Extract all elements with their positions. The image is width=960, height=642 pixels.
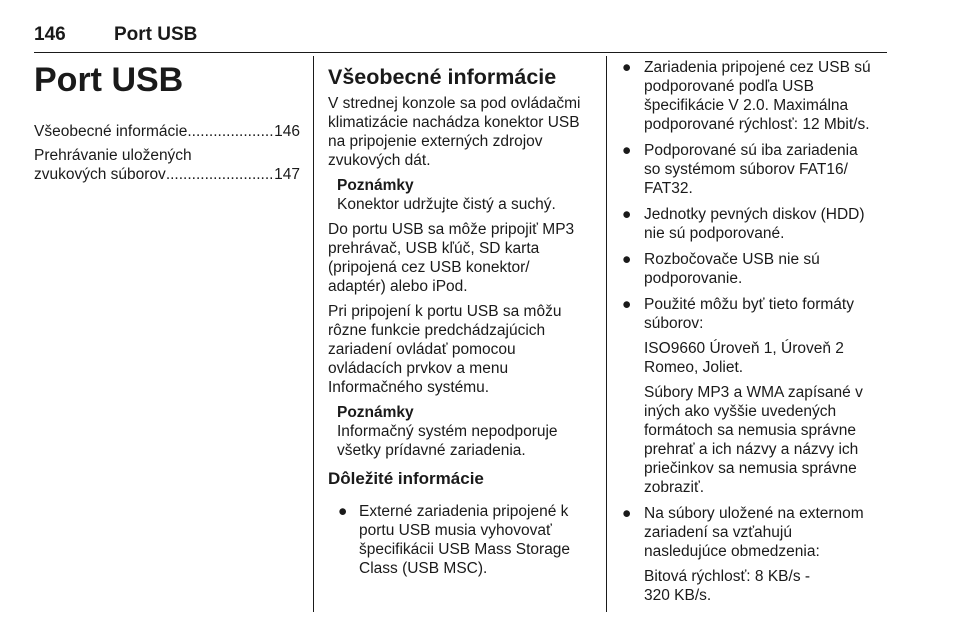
page-header [34, 24, 887, 53]
text-line: ISO9660 Úroveň 1, Úroveň 2 [644, 340, 844, 357]
text-line: Informačného systému. [328, 379, 490, 396]
text-line: Zariadenia pripojené cez USB sú [644, 59, 871, 76]
text-line: Podporované sú iba zariadenia [644, 142, 858, 159]
text-line: (pripojená cez USB konektor/ [328, 259, 530, 276]
header-title: Port USB [114, 24, 198, 45]
note-text [337, 422, 592, 460]
bullet-list [622, 58, 890, 605]
middle-column [328, 58, 592, 585]
text-line: ovládacích prvkov a menu [328, 360, 509, 377]
bullet-icon: ● [622, 59, 632, 76]
toc-entry[interactable] [34, 122, 300, 141]
note [337, 403, 592, 460]
table-of-contents [34, 122, 300, 184]
text-line: zobraziť. [644, 479, 705, 496]
note [337, 176, 592, 214]
text-line: všetky prídavné zariadenia. [337, 442, 526, 459]
text-line: rôzne funkcie predchádzajúcich [328, 322, 546, 339]
toc-entry-title: Prehrávanie uložených [34, 147, 192, 164]
toc-leader [166, 165, 274, 184]
text-line: formátoch sa nemusia správne [644, 422, 856, 439]
bullet-subparagraph [644, 567, 890, 605]
column-divider-1 [313, 56, 314, 612]
text-line: zariadení sa vzťahujú [644, 524, 792, 541]
text-line: portu USB musia vyhovovať [359, 522, 552, 539]
bullet-subparagraph [644, 383, 890, 497]
text-line: Class (USB MSC). [359, 560, 488, 577]
bullet-item [622, 141, 890, 198]
bullet-icon: ● [622, 505, 632, 522]
text-line: FAT32. [644, 180, 693, 197]
text-line: 320 KB/s. [644, 587, 712, 604]
text-line: zariadení ovládať pomocou [328, 341, 516, 358]
text-line: Použité môžu byť tieto formáty [644, 296, 854, 313]
column-divider-2 [606, 56, 607, 612]
bullet-subparagraph [644, 339, 890, 377]
text-line: špecifikácie V 2.0. Maximálna [644, 97, 849, 114]
text-line: Súbory MP3 a WMA zapísané v [644, 384, 863, 401]
chapter-title: Port USB [34, 61, 184, 99]
text-line: na pripojenie externých zdrojov [328, 133, 543, 150]
left-column [34, 58, 300, 189]
text-line: adaptér) alebo iPod. [328, 278, 468, 295]
text-line: Externé zariadenia pripojené k [359, 503, 569, 520]
text-line: prehrávač, USB kľúč, SD karta [328, 240, 540, 257]
note-title: Poznámky [337, 404, 414, 421]
bullet-icon: ● [622, 206, 632, 223]
text-line: zvukových dát. [328, 152, 431, 169]
bullet-icon: ● [622, 142, 632, 159]
text-line: Konektor udržujte čistý a suchý. [337, 196, 556, 213]
bullet-list [328, 502, 592, 578]
text-line: so systémom súborov FAT16/ [644, 161, 848, 178]
text-line: Do portu USB sa môže pripojiť MP3 [328, 221, 575, 238]
text-line: nie sú podporované. [644, 225, 785, 242]
bullet-item [622, 295, 890, 497]
toc-entry-title-cont: zvukových súborov [34, 166, 166, 183]
text-line: špecifikácii USB Mass Storage [359, 541, 571, 558]
text-line: podporované podľa USB [644, 78, 814, 95]
text-line: priečinkov sa nemusia správne [644, 460, 857, 477]
toc-entry-title: Všeobecné informácie [34, 123, 188, 140]
section-heading: Všeobecné informácie [328, 65, 557, 89]
text-line: podporované rýchlosť: 12 Mbit/s. [644, 116, 870, 133]
bullet-item [622, 205, 890, 243]
text-line: nasledujúce obmedzenia: [644, 543, 820, 560]
toc-leader [187, 122, 274, 141]
text-line: Pri pripojení k portu USB sa môžu [328, 303, 562, 320]
text-line: Informačný systém nepodporuje [337, 423, 558, 440]
text-line: Na súbory uložené na externom [644, 505, 864, 522]
text-line: klimatizácie nachádza konektor USB [328, 114, 580, 131]
paragraph [328, 302, 592, 397]
note-title: Poznámky [337, 177, 414, 194]
toc-entry-page: 147 [274, 166, 300, 183]
text-line: Romeo, Joliet. [644, 359, 744, 376]
bullet-icon: ● [622, 296, 632, 313]
page-number: 146 [34, 24, 66, 45]
text-line: Bitová rýchlosť: 8 KB/s - [644, 568, 811, 585]
toc-entry[interactable] [34, 146, 300, 184]
bullet-item [622, 504, 890, 605]
bullet-item [622, 250, 890, 288]
bullet-icon: ● [622, 251, 632, 268]
paragraph [328, 220, 592, 296]
toc-entry-page: 146 [274, 123, 300, 140]
bullet-item [328, 502, 592, 578]
text-line: V strednej konzole sa pod ovládačmi [328, 95, 581, 112]
paragraph [328, 94, 592, 170]
text-line: podporovanie. [644, 270, 743, 287]
text-line: iných ako vyššie uvedených [644, 403, 837, 420]
subsection-heading: Dôležité informácie [328, 469, 484, 488]
text-line: súborov: [644, 315, 704, 332]
text-line: Rozbočovače USB nie sú [644, 251, 820, 268]
note-text [337, 195, 592, 214]
right-column [622, 58, 890, 612]
text-line: prehrať a ich názvy a názvy ich [644, 441, 859, 458]
text-line: Jednotky pevných diskov (HDD) [644, 206, 865, 223]
bullet-item [622, 58, 890, 134]
bullet-icon: ● [338, 503, 348, 520]
